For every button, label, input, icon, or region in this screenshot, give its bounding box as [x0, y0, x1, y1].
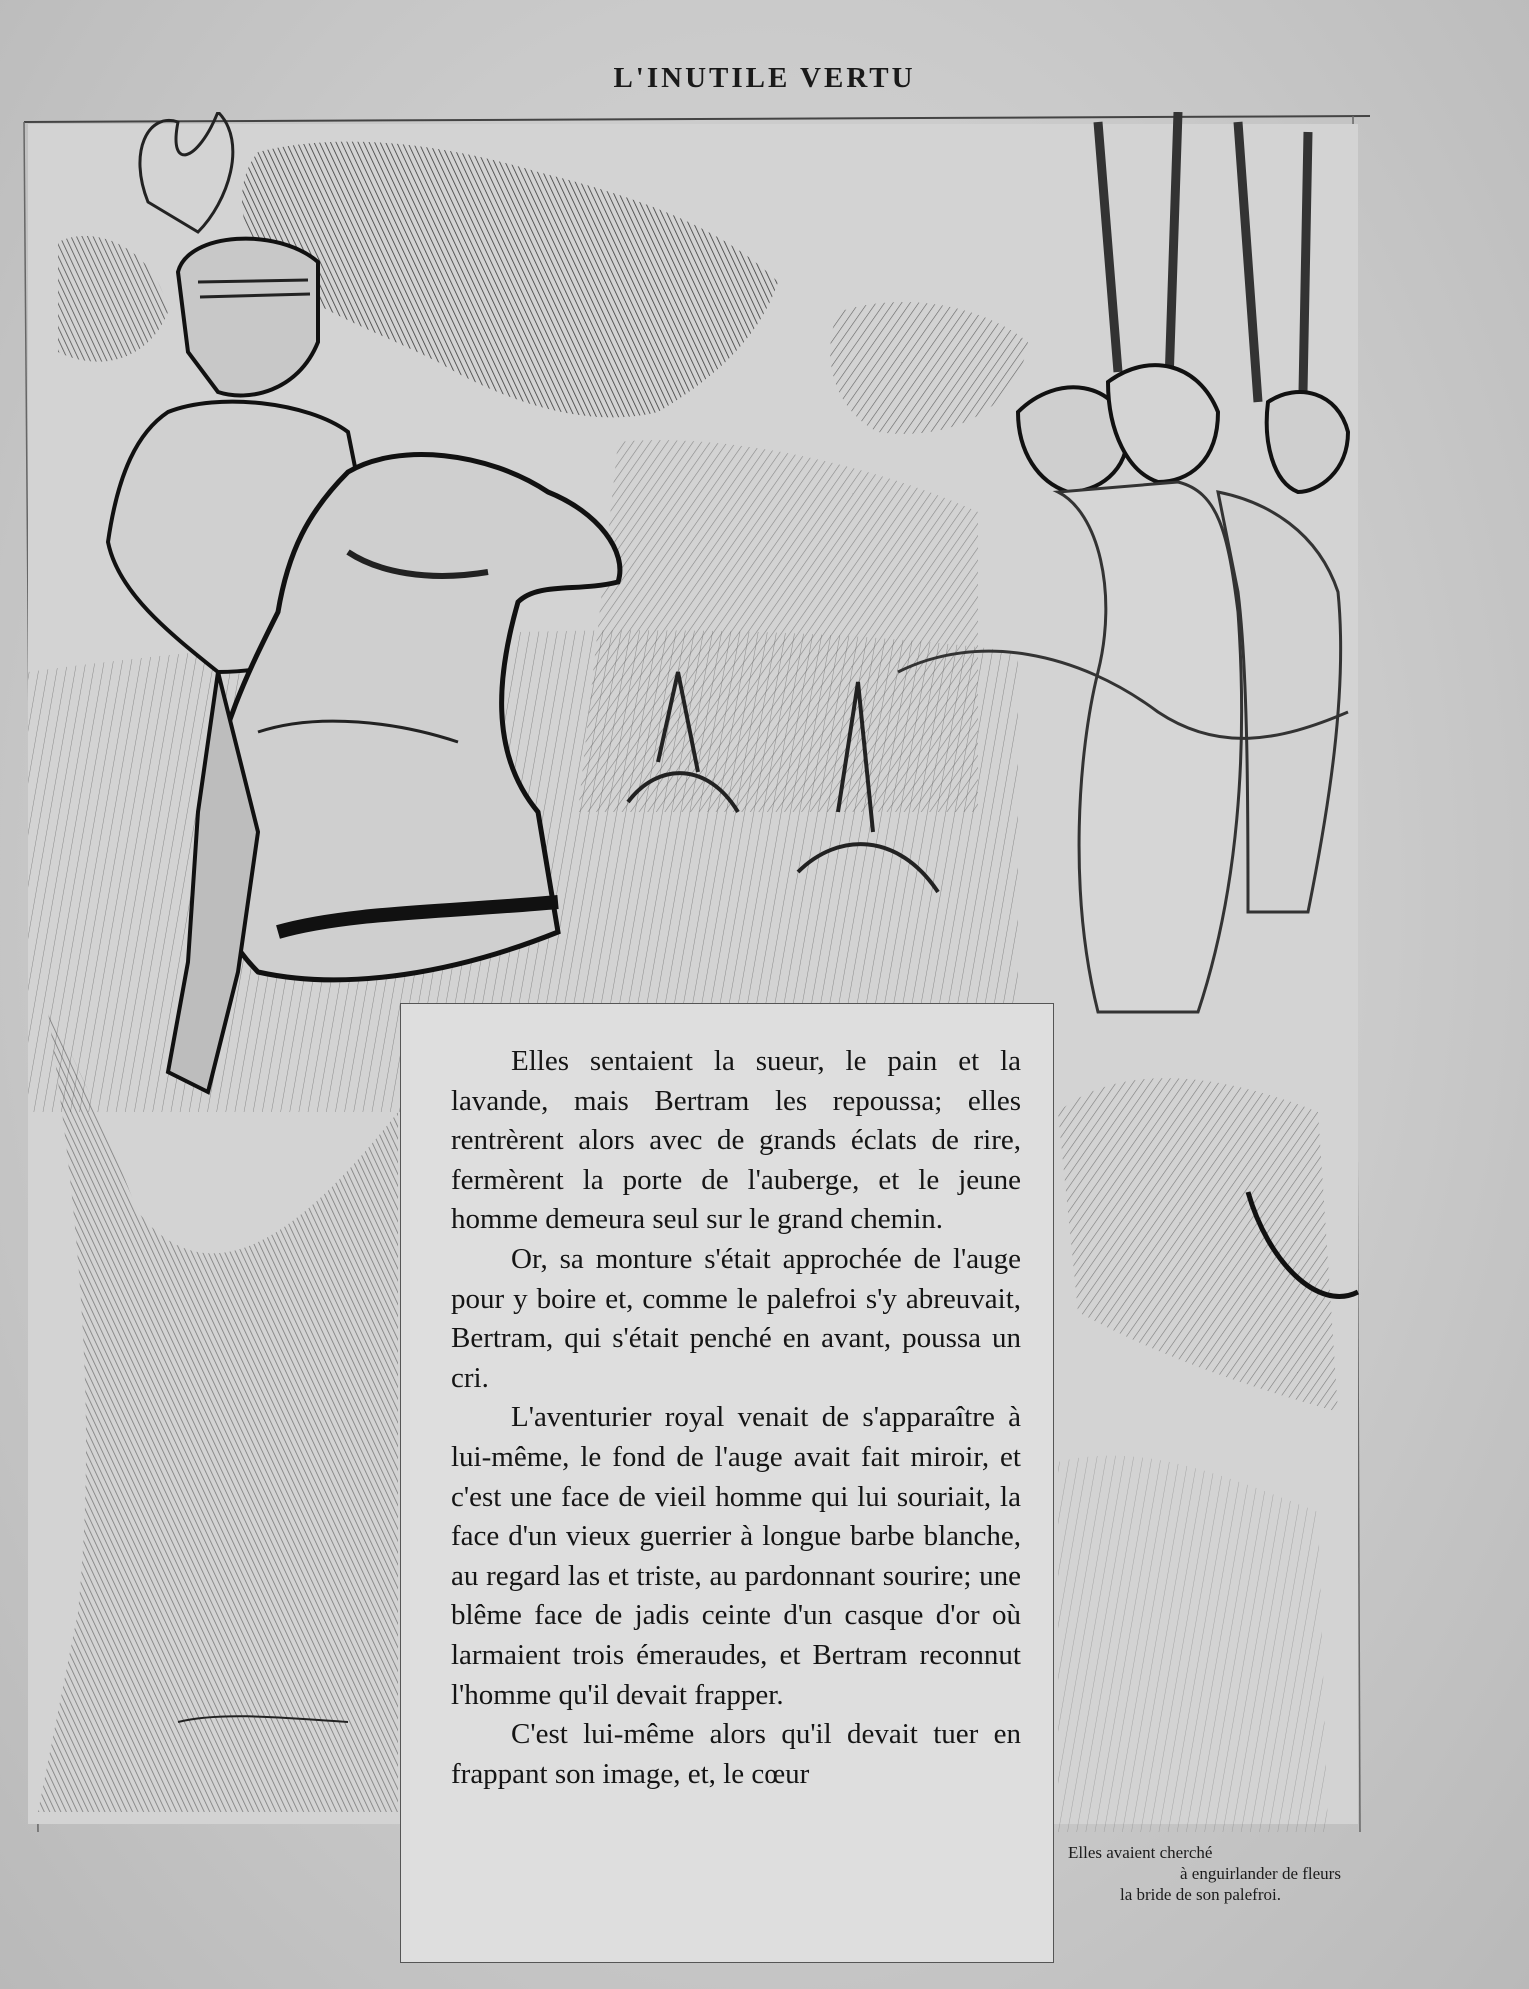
caption-line: Elles avaient cherché — [1068, 1843, 1213, 1862]
text-panel — [400, 1003, 1054, 1963]
article-body — [451, 1042, 1021, 1794]
paragraph: C'est lui-même alors qu'il devait tuer en frappant son image, et, le cœur — [451, 1718, 1021, 1790]
paragraph: Or, sa monture s'était approchée de l'auge pour y boire et, comme le palefroi s'y abreuvait, Bertram, qui s'était penché en avant, poussa un cri. — [451, 1242, 1021, 1394]
illustration-caption — [1068, 1842, 1428, 1905]
paragraph: Elles sentaient la sueur, le pain et la lavande, mais Bertram les repoussa; elles rentrèrent alors avec de grands éclats de rire, fermèrent la porte de l'auberge, et le jeune homme demeura seul sur le grand chemin. — [451, 1045, 1021, 1236]
paragraph: L'aventurier royal venait de s'apparaître à lui-même, le fond de l'auge avait fait miroir, et c'est une face de vieil homme qui lui souriait, la face d'un vieux guerrier à longue barbe blanche, au regard las et triste, au pardonnant sourire; une blême face de jadis ceinte d'un casque d'or où larmaient trois émeraudes, et Bertram reconnut l'homme qu'il devait frapper. — [451, 1401, 1021, 1711]
caption-line: la bride de son palefroi. — [1120, 1885, 1281, 1904]
caption-line: à enguirlander de fleurs — [1180, 1864, 1341, 1883]
running-head: L'INUTILE VERTU — [613, 62, 916, 94]
